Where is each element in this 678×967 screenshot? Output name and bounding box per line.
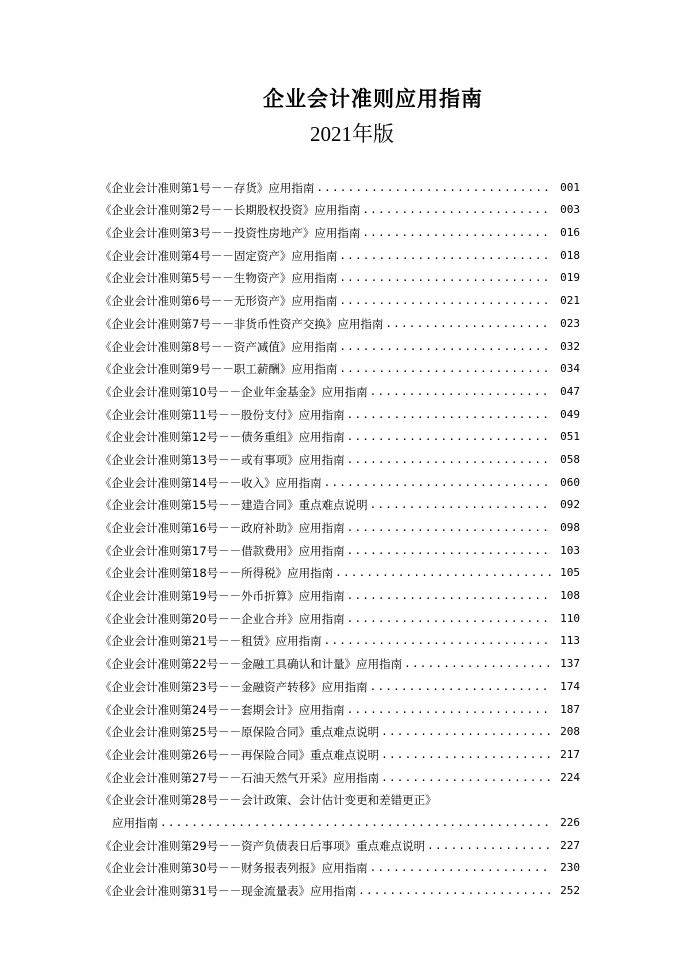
toc-entry-page: 208 bbox=[560, 725, 580, 739]
toc-entry[interactable] bbox=[100, 376, 580, 399]
toc-entry-page: 103 bbox=[560, 543, 580, 557]
toc-entry[interactable] bbox=[100, 308, 580, 331]
toc-entry-page: 230 bbox=[560, 861, 580, 875]
toc-entry-page: 051 bbox=[560, 430, 580, 444]
toc-entry[interactable] bbox=[100, 875, 580, 898]
toc-entry[interactable] bbox=[100, 694, 580, 717]
toc-entry-label: 《企业会计准则第15号－－建造合同》重点难点说明 bbox=[100, 498, 368, 513]
toc-entry-label: 《企业会计准则第1号－－存货》应用指南 bbox=[100, 180, 315, 195]
toc-leader-dots bbox=[316, 181, 552, 195]
toc-entry-page: 224 bbox=[560, 770, 580, 784]
toc-entry-page: 110 bbox=[560, 611, 580, 625]
toc-leader-dots bbox=[347, 521, 552, 535]
toc-entry-page: 187 bbox=[560, 702, 580, 716]
toc-leader-dots bbox=[370, 861, 552, 875]
toc-leader-dots bbox=[381, 725, 552, 739]
toc-entry-page: 034 bbox=[560, 362, 580, 376]
toc-entry[interactable] bbox=[100, 785, 580, 808]
toc-entry-label: 《企业会计准则第21号－－租赁》应用指南 bbox=[100, 634, 322, 649]
toc-entry[interactable] bbox=[100, 444, 580, 467]
toc-entry[interactable] bbox=[100, 603, 580, 626]
toc-leader-dots bbox=[347, 612, 552, 626]
toc-leader-dots bbox=[404, 657, 552, 671]
toc-entry-label: 《企业会计准则第10号－－企业年金基金》应用指南 bbox=[100, 384, 368, 399]
toc-entry-page: 018 bbox=[560, 248, 580, 262]
toc-entry-label: 《企业会计准则第24号－－套期会计》应用指南 bbox=[100, 702, 345, 717]
toc-entry[interactable] bbox=[100, 217, 580, 240]
toc-entry[interactable] bbox=[100, 354, 580, 377]
toc-entry[interactable] bbox=[100, 285, 580, 308]
toc-entry-label: 《企业会计准则第19号－－外币折算》应用指南 bbox=[100, 589, 345, 604]
toc-leader-dots bbox=[324, 634, 552, 648]
toc-leader-dots bbox=[347, 453, 552, 467]
toc-entry[interactable] bbox=[100, 535, 580, 558]
toc-entry[interactable] bbox=[100, 717, 580, 740]
toc-entry[interactable] bbox=[100, 853, 580, 876]
toc-entry-page: 252 bbox=[560, 884, 580, 897]
toc-entry-page: 113 bbox=[560, 634, 580, 648]
toc-leader-dots bbox=[370, 385, 552, 399]
toc-entry[interactable] bbox=[100, 626, 580, 649]
toc-entry-label: 《企业会计准则第5号－－生物资产》应用指南 bbox=[100, 271, 338, 286]
toc-entry-label: 《企业会计准则第8号－－资产减值》应用指南 bbox=[100, 339, 338, 354]
toc-entry-label: 《企业会计准则第14号－－收入》应用指南 bbox=[100, 475, 322, 490]
toc-entry-label: 《企业会计准则第30号－－财务报表列报》应用指南 bbox=[100, 861, 368, 876]
toc-leader-dots bbox=[385, 317, 552, 331]
toc-leader-dots bbox=[335, 566, 552, 580]
toc-entry-page: 060 bbox=[560, 475, 580, 489]
table-of-contents bbox=[100, 172, 580, 898]
toc-entry-page: 217 bbox=[560, 747, 580, 761]
toc-entry[interactable] bbox=[100, 762, 580, 785]
toc-leader-dots bbox=[160, 816, 552, 830]
document-title: 企业会计准则应用指南 bbox=[263, 86, 483, 111]
toc-leader-dots bbox=[339, 362, 552, 376]
toc-entry-label: 《企业会计准则第12号－－债务重组》应用指南 bbox=[100, 430, 345, 445]
toc-entry-page: 227 bbox=[560, 838, 580, 852]
toc-leader-dots bbox=[324, 476, 552, 490]
toc-entry[interactable] bbox=[100, 512, 580, 535]
toc-leader-dots bbox=[347, 703, 552, 717]
toc-leader-dots bbox=[347, 544, 552, 558]
toc-entry-label: 《企业会计准则第6号－－无形资产》应用指南 bbox=[100, 294, 338, 309]
toc-entry-label: 《企业会计准则第3号－－投资性房地产》应用指南 bbox=[100, 226, 361, 241]
toc-leader-dots bbox=[427, 839, 552, 853]
toc-entry-page: 092 bbox=[560, 498, 580, 512]
toc-entry[interactable] bbox=[100, 467, 580, 490]
toc-leader-dots bbox=[347, 589, 552, 603]
toc-entry[interactable] bbox=[100, 830, 580, 853]
toc-entry-page: 003 bbox=[560, 203, 580, 217]
toc-entry-label: 《企业会计准则第28号－－会计政策、会计估计变更和差错更正》 bbox=[100, 793, 437, 808]
toc-entry-page: 047 bbox=[560, 384, 580, 398]
toc-entry-label: 《企业会计准则第11号－－股份支付》应用指南 bbox=[100, 407, 345, 422]
toc-entry-page: 032 bbox=[560, 339, 580, 353]
toc-leader-dots bbox=[347, 430, 552, 444]
toc-entry-label: 《企业会计准则第7号－－非货币性资产交换》应用指南 bbox=[100, 316, 384, 331]
toc-entry-page: 098 bbox=[560, 521, 580, 534]
toc-entry-continuation[interactable] bbox=[100, 807, 580, 830]
toc-entry-label: 《企业会计准则第18号－－所得税》应用指南 bbox=[100, 566, 334, 581]
toc-entry-page: 019 bbox=[560, 271, 580, 285]
toc-entry[interactable] bbox=[100, 263, 580, 286]
toc-entry[interactable] bbox=[100, 671, 580, 694]
toc-entry-page: 105 bbox=[560, 566, 580, 580]
toc-entry-label: 《企业会计准则第26号－－再保险合同》重点难点说明 bbox=[100, 747, 380, 762]
toc-entry[interactable] bbox=[100, 422, 580, 445]
toc-entry[interactable] bbox=[100, 739, 580, 762]
toc-entry-label: 《企业会计准则第4号－－固定资产》应用指南 bbox=[100, 248, 338, 263]
toc-entry[interactable] bbox=[100, 580, 580, 603]
toc-entry-label: 《企业会计准则第31号－－现金流量表》应用指南 bbox=[100, 884, 357, 898]
toc-entry[interactable] bbox=[100, 195, 580, 218]
toc-leader-dots bbox=[381, 748, 552, 762]
toc-leader-dots bbox=[339, 294, 552, 308]
toc-entry-label: 《企业会计准则第27号－－石油天然气开采》应用指南 bbox=[100, 770, 380, 785]
toc-entry-page: 001 bbox=[560, 180, 580, 194]
toc-entry-label: 《企业会计准则第13号－－或有事项》应用指南 bbox=[100, 452, 345, 467]
toc-leader-dots bbox=[370, 680, 552, 694]
toc-entry-page: 021 bbox=[560, 294, 580, 308]
toc-leader-dots bbox=[362, 226, 552, 240]
toc-leader-dots bbox=[339, 340, 552, 354]
toc-entry[interactable] bbox=[100, 648, 580, 671]
toc-entry-label: 《企业会计准则第17号－－借款费用》应用指南 bbox=[100, 543, 345, 558]
toc-entry-label: 《企业会计准则第2号－－长期股权投资》应用指南 bbox=[100, 203, 361, 218]
toc-entry-label: 应用指南 bbox=[112, 815, 158, 830]
toc-entry-label: 《企业会计准则第20号－－企业合并》应用指南 bbox=[100, 611, 345, 626]
toc-entry-label: 《企业会计准则第9号－－职工薪酬》应用指南 bbox=[100, 362, 338, 377]
toc-entry-page: 016 bbox=[560, 226, 580, 240]
toc-leader-dots bbox=[370, 498, 552, 512]
document-subtitle: 2021年版 bbox=[310, 122, 394, 146]
toc-entry[interactable] bbox=[100, 399, 580, 422]
toc-entry[interactable] bbox=[100, 240, 580, 263]
toc-leader-dots bbox=[381, 771, 552, 785]
toc-leader-dots bbox=[358, 884, 552, 898]
toc-entry-label: 《企业会计准则第16号－－政府补助》应用指南 bbox=[100, 521, 345, 535]
toc-entry-page: 137 bbox=[560, 657, 580, 671]
toc-entry[interactable] bbox=[100, 558, 580, 581]
toc-entry-label: 《企业会计准则第23号－－金融资产转移》应用指南 bbox=[100, 679, 368, 694]
toc-entry-page: 023 bbox=[560, 316, 580, 330]
toc-entry-page: 049 bbox=[560, 407, 580, 421]
toc-leader-dots bbox=[339, 249, 552, 263]
toc-entry[interactable] bbox=[100, 331, 580, 354]
toc-leader-dots bbox=[347, 408, 552, 422]
toc-entry-page: 226 bbox=[560, 815, 580, 829]
toc-entry[interactable] bbox=[100, 172, 580, 195]
toc-leader-dots bbox=[339, 271, 552, 285]
toc-entry-label: 《企业会计准则第22号－－金融工具确认和计量》应用指南 bbox=[100, 657, 403, 672]
toc-leader-dots bbox=[362, 203, 552, 217]
toc-entry-page: 108 bbox=[560, 589, 580, 603]
toc-entry-label: 《企业会计准则第29号－－资产负债表日后事项》重点难点说明 bbox=[100, 838, 426, 853]
toc-entry-page: 058 bbox=[560, 452, 580, 466]
toc-entry-label: 《企业会计准则第25号－－原保险合同》重点难点说明 bbox=[100, 725, 380, 740]
toc-entry[interactable] bbox=[100, 490, 580, 513]
toc-entry-page: 174 bbox=[560, 679, 580, 693]
